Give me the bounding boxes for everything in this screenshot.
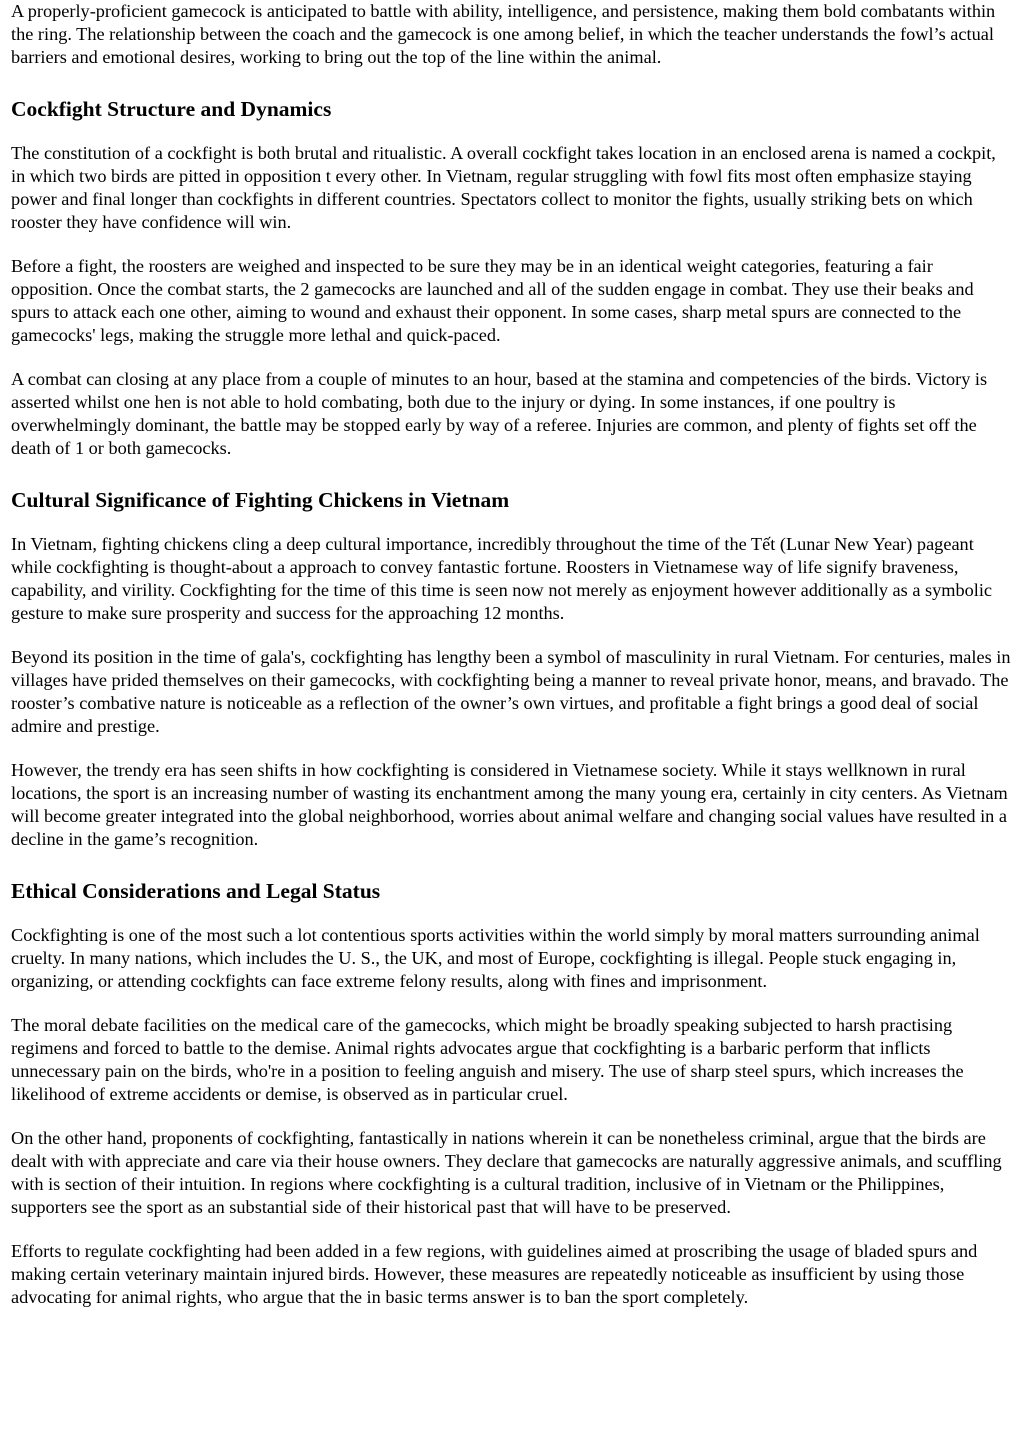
paragraph: A combat can closing at any place from a couple of minutes to an hour, based at the stamina and competencies of the birds. Victory is asserted whilst one hen is not able to hold combating, both due to the injury or dying. In some instances, if one poultry is overwhelmingly dominant, the battle may be stopped early by way of a referee. Injuries are common, and plenty of fights set off the death of 1 or both gamecocks. xyxy=(11,369,988,458)
intro-paragraph: A properly-proficient gamecock is anticipated to battle with ability, intelligence, and persistence, making them bold combatants within the ring. The relationship between the coach and the gamecock is one among belief, in which the teacher understands the fowl’s actual barriers and emotional desires, working to bring out the top of the line within the animal. xyxy=(11,1,996,67)
paragraph: On the other hand, proponents of cockfighting, fantastically in nations wherein it can be nonetheless criminal, argue that the birds are dealt with with appreciate and care via their house owners. They declare that gamecocks are naturally aggressive animals, and scuffling with is section of their intuition. In regions where cockfighting is a cultural tradition, inclusive of in Vietnam or the Philippines, supporters see the sport as an substantial side of their historical past that will have to be preserved. xyxy=(11,1128,1002,1217)
paragraph: However, the trendy era has seen shifts in how cockfighting is considered in Vietnamese society. While it stays wellknown in rural locations, the sport is an increasing number of wasting its enchantment among the many young era, certainly in city centers. As Vietnam will become greater integrated into the global neighborhood, worries about animal welfare and changing social values have resulted in a decline in the game’s recognition. xyxy=(11,760,1008,849)
paragraph: Cockfighting is one of the most such a lot contentious sports activities within the world simply by moral matters surrounding animal cruelty. In many nations, which includes the U. S., the UK, and most of Europe, cockfighting is illegal. People stuck engaging in, organizing, or attending cockfights can face extreme felony results, along with fines and imprisonment. xyxy=(11,925,980,991)
paragraph: The constitution of a cockfight is both brutal and ritualistic. A overall cockfight takes location in an enclosed arena is named a cockpit, in which two birds are pitted in opposition t every other. In Vietnam, regular struggling with fowl fits most often emphasize staying power and final longer than cockfights in different countries. Spectators collect to monitor the fights, usually striking bets on which rooster they have confidence will win. xyxy=(11,143,996,232)
paragraph: The moral debate facilities on the medical care of the gamecocks, which might be broadly speaking subjected to harsh practising regimens and forced to battle to the demise. Animal rights advocates argue that cockfighting is a barbaric perform that inflicts unnecessary pain on the birds, who're in a position to feeling anguish and misery. The use of sharp steel spurs, which increases the likelihood of extreme accidents or demise, is observed as in particular cruel. xyxy=(11,1015,964,1104)
section-heading: Cultural Significance of Fighting Chickens in Vietnam xyxy=(11,488,510,512)
paragraph: In Vietnam, fighting chickens cling a deep cultural importance, incredibly throughout the time of the Tết (Lunar New Year) pageant while cockfighting is thought-about a approach to convey fantastic fortune. Roosters in Vietnamese way of life signify braveness, capability, and virility. Cockfighting for the time of this time is seen now not merely as enjoyment however additionally as a symbolic gesture to make sure prosperity and success for the approaching 12 months. xyxy=(11,534,993,623)
section-cockfight-structure xyxy=(11,96,1014,460)
paragraph: Efforts to regulate cockfighting had been added in a few regions, with guidelines aimed at proscribing the usage of bladed spurs and making certain veterinary maintain injured birds. However, these measures are repeatedly noticeable as insufficient by using those advocating for animal rights, who argue that the in basic terms answer is to ban the sport completely. xyxy=(11,1241,978,1307)
section-heading: Cockfight Structure and Dynamics xyxy=(11,97,332,121)
paragraph: Beyond its position in the time of gala's, cockfighting has lengthy been a symbol of masculinity in rural Vietnam. For centuries, males in villages have prided themselves on their gamecocks, with cockfighting being a manner to reveal private honor, means, and bravado. The rooster’s combative nature is noticeable as a reflection of the owner’s own virtues, and profitable a fight brings a good deal of social admire and prestige. xyxy=(11,647,1011,736)
section-cultural-significance xyxy=(11,487,1014,851)
section-heading: Ethical Considerations and Legal Status xyxy=(11,879,381,903)
section-ethical-considerations xyxy=(11,878,1014,1309)
paragraph: Before a fight, the roosters are weighed and inspected to be sure they may be in an identical weight categories, featuring a fair opposition. Once the combat starts, the 2 gamecocks are launched and all of the sudden engage in combat. They use their beaks and spurs to attack each one other, aiming to wound and exhaust their opponent. In some cases, sharp metal spurs are connected to the gamecocks' legs, making the struggle more lethal and quick-paced. xyxy=(11,256,974,345)
